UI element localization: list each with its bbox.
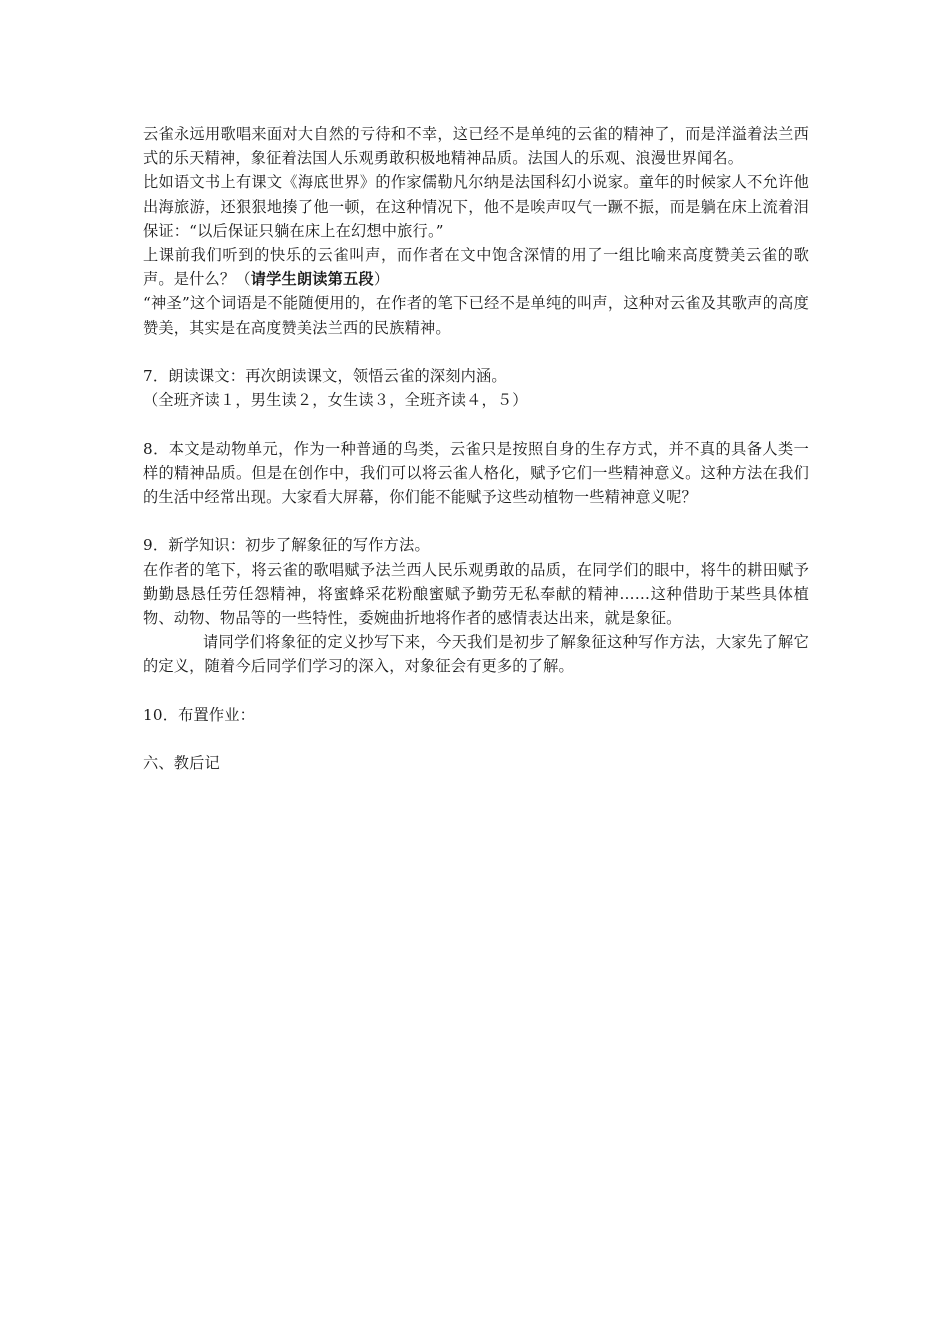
spacer [143,509,809,533]
spacer [143,412,809,436]
spacer [143,679,809,703]
reading-prompt-instruction: 请学生朗读第五段 [250,270,374,289]
step-7-arrangement: （全班齐读１，男生读２，女生读３，全班齐读４，５） [143,391,528,410]
paragraph-sacred-word: “神圣”这个词语是不能随便用的，在作者的笔下已经不是单纯的叫声，这种对云雀及其歌声的高度赞美，其实是在高度赞美法兰西的民族精神。 [143,294,809,337]
step-8-personification: 8．本文是动物单元，作为一种普通的鸟类，云雀只是按照自身的生存方式，并不真的具备人类一样的精神品质。但是在创作中，我们可以将云雀人格化，赋予它们一些精神意义。这种方法在我们的生活中经常出现。大家看大屏幕，你们能不能赋予这些动植物一些精神意义呢？ [143,439,809,507]
step-9-copy-definition: 请同学们将象征的定义抄写下来，今天我们是初步了解象征这种写作方法，大家先了解它的定义，随着今后同学们学习的深入，对象征会有更多的了解。 [143,633,809,676]
paragraph-yunque-spirit: 云雀永远用歌唱来面对大自然的亏待和不幸，这已经不是单纯的云雀的精神了，而是洋溢着法兰西式的乐天精神，象征着法国人乐观勇敢积极地精神品质。法国人的乐观、浪漫世界闻名。 [143,125,809,168]
paragraph-reading-prompt [143,243,809,291]
step-7-reading: 7．朗读课文：再次朗读课文，领悟云雀的深刻内涵。 [143,367,507,386]
reading-prompt-text: 上课前我们听到的快乐的云雀叫声，而作者在文中饱含深情的用了一组比喻来高度赞美云雀的歌声。是什么？（ [143,246,809,289]
paragraph-verne-example: 比如语文书上有课文《海底世界》的作家儒勒凡尔纳是法国科幻小说家。童年的时候家人不允许他出海旅游，还狠狠地揍了他一顿，在这种情况下，他不是唉声叹气一蹶不振，而是躺在床上流着泪保证：“以后保证只躺在床上在幻想中旅行。” [143,173,809,240]
spacer [143,340,809,364]
step-9-symbolism-explanation: 在作者的笔下，将云雀的歌唱赋予法兰西人民乐观勇敢的品质，在同学们的眼中，将牛的耕田赋予勤勤恳恳任劳任怨精神，将蜜蜂采花粉酿蜜赋予勤劳无私奉献的精神……这种借助于某些具体植物、动物、物品等的一些特性，委婉曲折地将作者的感情表达出来，就是象征。 [143,560,809,628]
document-page [143,122,809,775]
spacer [143,727,809,751]
reading-prompt-close: ） [373,270,390,289]
section-6-reflection: 六、教后记 [143,754,220,773]
step-10-homework: 10．布置作业： [143,705,256,724]
step-9-heading: 9．新学知识：初步了解象征的写作方法。 [143,536,430,555]
